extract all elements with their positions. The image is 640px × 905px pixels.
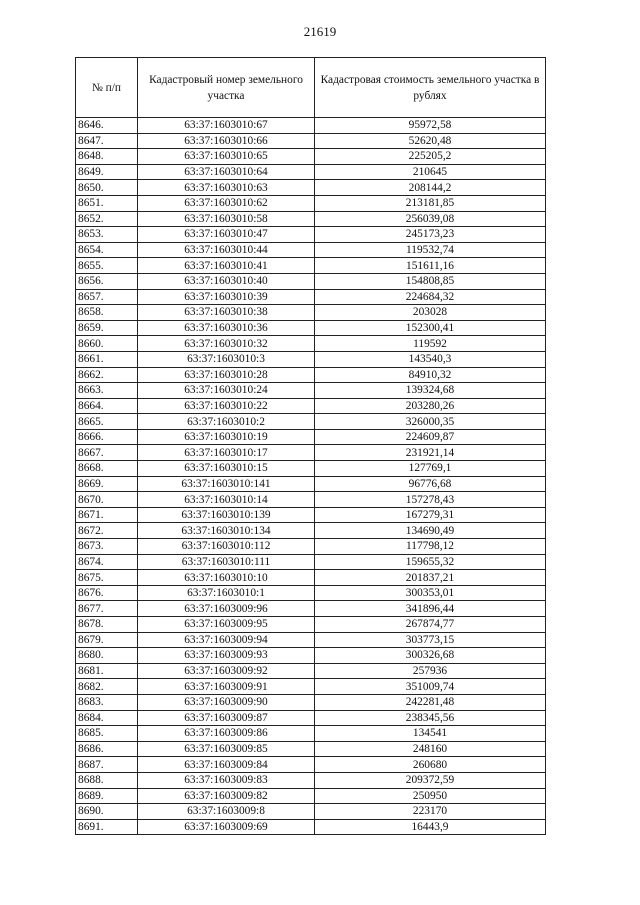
cadastral-value: 96776,68 (315, 476, 546, 492)
cadastral-value: 223170 (315, 804, 546, 820)
cadastral-number: 63:37:1603010:58 (138, 211, 315, 227)
cadastral-value: 210645 (315, 164, 546, 180)
table-row (76, 320, 546, 336)
table-row (76, 429, 546, 445)
cadastral-number: 63:37:1603010:17 (138, 445, 315, 461)
cadastral-number: 63:37:1603009:85 (138, 741, 315, 757)
table-row (76, 211, 546, 227)
header-cadastral-number: Кадастровый номер земельного участка (138, 58, 315, 118)
cadastral-value: 134541 (315, 726, 546, 742)
row-number: 8659. (76, 320, 138, 336)
row-number: 8650. (76, 180, 138, 196)
table-header-row (76, 58, 546, 118)
cadastral-value: 256039,08 (315, 211, 546, 227)
cadastral-value: 84910,32 (315, 367, 546, 383)
cadastral-table (75, 57, 546, 835)
table-row (76, 492, 546, 508)
row-number: 8651. (76, 195, 138, 211)
cadastral-number: 63:37:1603009:95 (138, 617, 315, 633)
cadastral-value: 224609,87 (315, 429, 546, 445)
cadastral-number: 63:37:1603010:14 (138, 492, 315, 508)
cadastral-number: 63:37:1603009:93 (138, 648, 315, 664)
table-row (76, 445, 546, 461)
table-row (76, 663, 546, 679)
cadastral-number: 63:37:1603010:47 (138, 227, 315, 243)
table-row (76, 242, 546, 258)
cadastral-value: 119592 (315, 336, 546, 352)
cadastral-value: 326000,35 (315, 414, 546, 430)
cadastral-number: 63:37:1603009:8 (138, 804, 315, 820)
table-row (76, 788, 546, 804)
row-number: 8675. (76, 570, 138, 586)
cadastral-value: 134690,49 (315, 523, 546, 539)
cadastral-value: 224684,32 (315, 289, 546, 305)
cadastral-value: 151611,16 (315, 258, 546, 274)
table-row (76, 273, 546, 289)
cadastral-number: 63:37:1603010:1 (138, 585, 315, 601)
cadastral-value: 209372,59 (315, 772, 546, 788)
table-row (76, 461, 546, 477)
row-number: 8689. (76, 788, 138, 804)
cadastral-number: 63:37:1603009:69 (138, 819, 315, 835)
row-number: 8667. (76, 445, 138, 461)
cadastral-value: 139324,68 (315, 383, 546, 399)
row-number: 8690. (76, 804, 138, 820)
cadastral-number: 63:37:1603010:36 (138, 320, 315, 336)
table-row (76, 164, 546, 180)
row-number: 8668. (76, 461, 138, 477)
cadastral-value: 260680 (315, 757, 546, 773)
table-row (76, 367, 546, 383)
row-number: 8678. (76, 617, 138, 633)
cadastral-value: 351009,74 (315, 679, 546, 695)
header-number: № п/п (76, 58, 138, 118)
cadastral-number: 63:37:1603009:92 (138, 663, 315, 679)
row-number: 8676. (76, 585, 138, 601)
table-row (76, 195, 546, 211)
cadastral-number: 63:37:1603010:67 (138, 118, 315, 134)
table-row (76, 819, 546, 835)
cadastral-number: 63:37:1603010:15 (138, 461, 315, 477)
cadastral-number: 63:37:1603010:64 (138, 164, 315, 180)
cadastral-number: 63:37:1603009:83 (138, 772, 315, 788)
row-number: 8687. (76, 757, 138, 773)
table-row (76, 351, 546, 367)
cadastral-number: 63:37:1603010:3 (138, 351, 315, 367)
table-row (76, 772, 546, 788)
table-row (76, 570, 546, 586)
row-number: 8657. (76, 289, 138, 305)
cadastral-number: 63:37:1603009:96 (138, 601, 315, 617)
cadastral-value: 231921,14 (315, 445, 546, 461)
cadastral-number: 63:37:1603010:66 (138, 133, 315, 149)
table-row (76, 305, 546, 321)
cadastral-number: 63:37:1603010:28 (138, 367, 315, 383)
cadastral-value: 203028 (315, 305, 546, 321)
cadastral-value: 248160 (315, 741, 546, 757)
cadastral-number: 63:37:1603010:112 (138, 539, 315, 555)
table-row (76, 414, 546, 430)
row-number: 8671. (76, 507, 138, 523)
cadastral-number: 63:37:1603009:87 (138, 710, 315, 726)
table-row (76, 804, 546, 820)
row-number: 8663. (76, 383, 138, 399)
cadastral-number: 63:37:1603009:94 (138, 632, 315, 648)
row-number: 8653. (76, 227, 138, 243)
cadastral-number: 63:37:1603010:111 (138, 554, 315, 570)
cadastral-value: 127769,1 (315, 461, 546, 477)
cadastral-value: 117798,12 (315, 539, 546, 555)
table-row (76, 336, 546, 352)
page-number: 21619 (303, 24, 337, 39)
table-row (76, 523, 546, 539)
cadastral-value: 242281,48 (315, 694, 546, 710)
table-row (76, 710, 546, 726)
cadastral-number: 63:37:1603009:82 (138, 788, 315, 804)
table-row (76, 741, 546, 757)
cadastral-number: 63:37:1603010:63 (138, 180, 315, 196)
cadastral-value: 208144,2 (315, 180, 546, 196)
cadastral-value: 225205,2 (315, 149, 546, 165)
row-number: 8664. (76, 398, 138, 414)
row-number: 8677. (76, 601, 138, 617)
cadastral-value: 300353,01 (315, 585, 546, 601)
cadastral-number: 63:37:1603010:65 (138, 149, 315, 165)
cadastral-value: 341896,44 (315, 601, 546, 617)
row-number: 8646. (76, 118, 138, 134)
table-row (76, 694, 546, 710)
row-number: 8652. (76, 211, 138, 227)
cadastral-value: 257936 (315, 663, 546, 679)
table-row (76, 289, 546, 305)
row-number: 8684. (76, 710, 138, 726)
cadastral-number: 63:37:1603009:91 (138, 679, 315, 695)
table-row (76, 679, 546, 695)
table-row (76, 507, 546, 523)
cadastral-number: 63:37:1603009:84 (138, 757, 315, 773)
header-cadastral-value: Кадастровая стоимость земельного участка в рублях (315, 58, 546, 118)
row-number: 8680. (76, 648, 138, 664)
cadastral-number: 63:37:1603010:10 (138, 570, 315, 586)
row-number: 8673. (76, 539, 138, 555)
cadastral-value: 143540,3 (315, 351, 546, 367)
table-row (76, 648, 546, 664)
cadastral-number: 63:37:1603009:90 (138, 694, 315, 710)
cadastral-number: 63:37:1603010:44 (138, 242, 315, 258)
table-row (76, 258, 546, 274)
cadastral-value: 303773,15 (315, 632, 546, 648)
table-body (76, 118, 546, 835)
cadastral-value: 52620,48 (315, 133, 546, 149)
cadastral-number: 63:37:1603010:141 (138, 476, 315, 492)
row-number: 8656. (76, 273, 138, 289)
cadastral-value: 300326,68 (315, 648, 546, 664)
cadastral-value: 159655,32 (315, 554, 546, 570)
cadastral-number: 63:37:1603010:2 (138, 414, 315, 430)
cadastral-value: 213181,85 (315, 195, 546, 211)
cadastral-number: 63:37:1603010:134 (138, 523, 315, 539)
cadastral-value: 201837,21 (315, 570, 546, 586)
cadastral-value: 238345,56 (315, 710, 546, 726)
row-number: 8665. (76, 414, 138, 430)
cadastral-value: 250950 (315, 788, 546, 804)
row-number: 8691. (76, 819, 138, 835)
row-number: 8679. (76, 632, 138, 648)
row-number: 8670. (76, 492, 138, 508)
table-row (76, 398, 546, 414)
row-number: 8688. (76, 772, 138, 788)
table-row (76, 757, 546, 773)
table-row (76, 180, 546, 196)
row-number: 8682. (76, 679, 138, 695)
row-number: 8655. (76, 258, 138, 274)
table-row (76, 118, 546, 134)
cadastral-value: 119532,74 (315, 242, 546, 258)
row-number: 8666. (76, 429, 138, 445)
row-number: 8654. (76, 242, 138, 258)
table-row (76, 726, 546, 742)
row-number: 8648. (76, 149, 138, 165)
row-number: 8647. (76, 133, 138, 149)
cadastral-number: 63:37:1603010:24 (138, 383, 315, 399)
table-row (76, 539, 546, 555)
row-number: 8686. (76, 741, 138, 757)
table-row (76, 632, 546, 648)
cadastral-value: 152300,41 (315, 320, 546, 336)
table-row (76, 149, 546, 165)
table-row (76, 585, 546, 601)
table-row (76, 554, 546, 570)
row-number: 8662. (76, 367, 138, 383)
cadastral-value: 203280,26 (315, 398, 546, 414)
cadastral-value: 95972,58 (315, 118, 546, 134)
cadastral-value: 245173,23 (315, 227, 546, 243)
cadastral-number: 63:37:1603010:19 (138, 429, 315, 445)
row-number: 8683. (76, 694, 138, 710)
cadastral-number: 63:37:1603010:22 (138, 398, 315, 414)
cadastral-value: 154808,85 (315, 273, 546, 289)
cadastral-value: 157278,43 (315, 492, 546, 508)
row-number: 8672. (76, 523, 138, 539)
table-row (76, 133, 546, 149)
row-number: 8660. (76, 336, 138, 352)
table-row (76, 476, 546, 492)
cadastral-number: 63:37:1603010:39 (138, 289, 315, 305)
cadastral-number: 63:37:1603010:32 (138, 336, 315, 352)
cadastral-number: 63:37:1603009:86 (138, 726, 315, 742)
row-number: 8674. (76, 554, 138, 570)
cadastral-number: 63:37:1603010:62 (138, 195, 315, 211)
table-row (76, 383, 546, 399)
row-number: 8649. (76, 164, 138, 180)
row-number: 8658. (76, 305, 138, 321)
cadastral-value: 16443,9 (315, 819, 546, 835)
cadastral-number: 63:37:1603010:40 (138, 273, 315, 289)
row-number: 8681. (76, 663, 138, 679)
table-row (76, 601, 546, 617)
table-row (76, 227, 546, 243)
cadastral-number: 63:37:1603010:38 (138, 305, 315, 321)
cadastral-number: 63:37:1603010:41 (138, 258, 315, 274)
cadastral-number: 63:37:1603010:139 (138, 507, 315, 523)
cadastral-value: 167279,31 (315, 507, 546, 523)
row-number: 8669. (76, 476, 138, 492)
row-number: 8685. (76, 726, 138, 742)
cadastral-value: 267874,77 (315, 617, 546, 633)
row-number: 8661. (76, 351, 138, 367)
table-row (76, 617, 546, 633)
